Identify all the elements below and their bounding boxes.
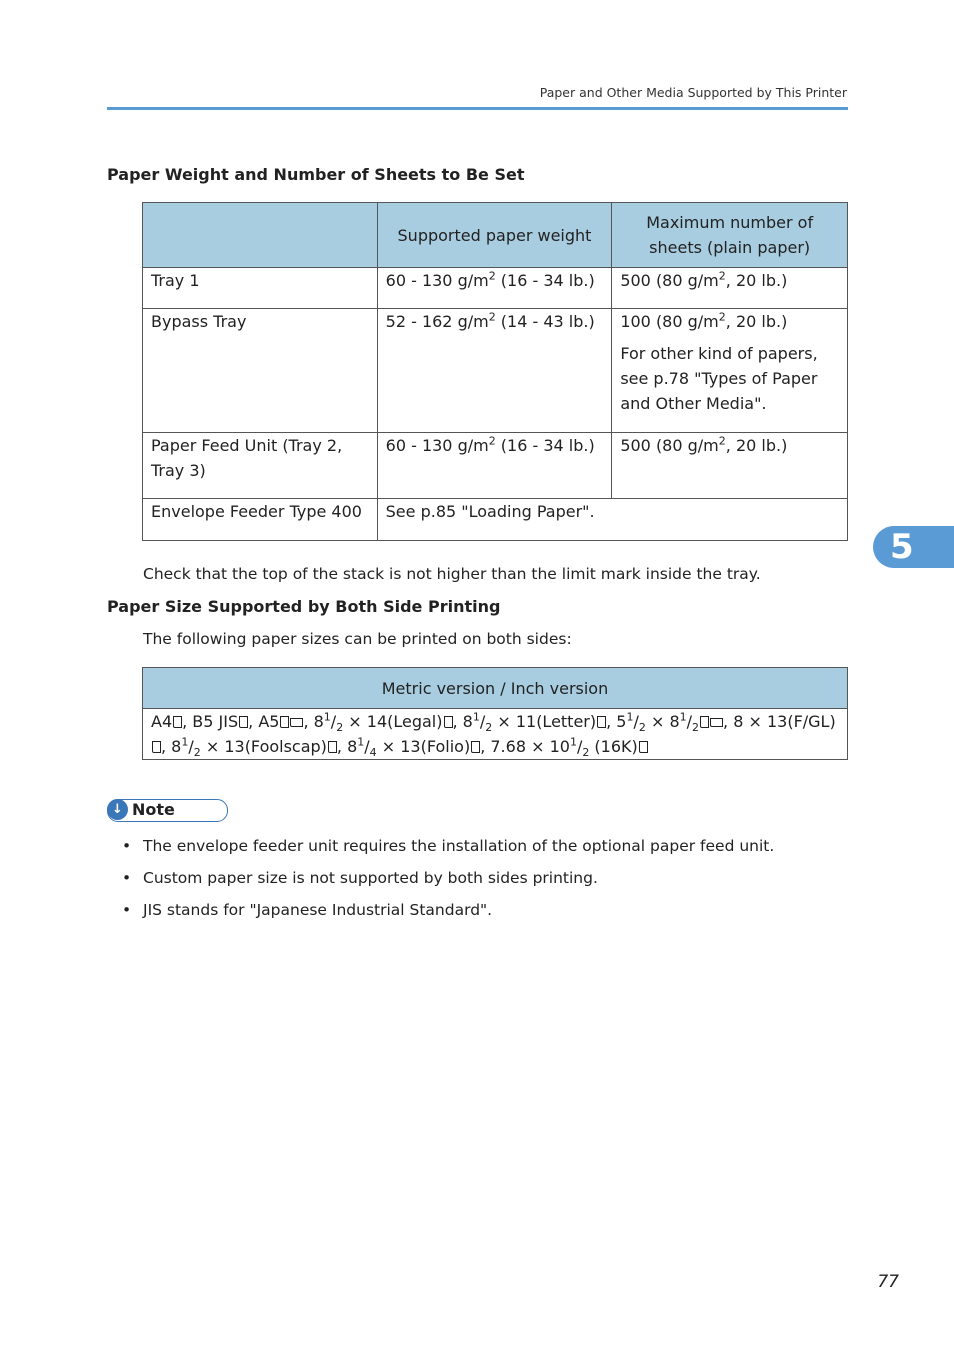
stack-limit-text: Check that the top of the stack is not higher than the limit mark inside the tray. (143, 565, 761, 583)
cell-weight: 60 - 130 $g/m^2$ (16 - 34 lb.) (377, 433, 612, 499)
header-cell-blank (143, 203, 378, 268)
list-item: • JIS stands for "Japanese Industrial Standard". (120, 898, 774, 930)
cell-weight: 52 - 162 $g/m^2$ (14 - 43 lb.) (377, 309, 612, 433)
table-header-row (143, 668, 848, 709)
cell-weight: 60 - 130 $g/m^2$ (16 - 34 lb.) (377, 268, 612, 309)
cell-merged: See p.85 "Loading Paper". (377, 499, 847, 541)
paper-weight-table (142, 202, 848, 541)
portrait-paper-icon (239, 716, 248, 728)
cell-source: Paper Feed Unit (Tray 2, Tray 3) (143, 433, 378, 499)
landscape-paper-icon (710, 718, 723, 727)
portrait-paper-icon (444, 716, 453, 728)
header-cell-weight: Supported paper weight (377, 203, 612, 268)
table-row (143, 709, 848, 760)
note-badge (107, 799, 228, 822)
cell-paper-sizes: A4 , B5 JIS , A5 , $8^1/_2$ × 14(Legal) , $8^1/_2$ × 11(Letter) , $5^1/_2 \times 8^1/_2$ , 8 × 13(F/GL), $8^1/_2$ × 13(Foolscap) , $8^1/_4$ × 13(Folio) , $7.68 \times 10^1/_2$ (16K) (143, 709, 848, 760)
table-row (143, 499, 848, 541)
cell-source: Envelope Feeder Type 400 (143, 499, 378, 541)
page-number: 77 (877, 1272, 899, 1292)
cell-source: Tray 1 (143, 268, 378, 309)
table-row (143, 309, 848, 433)
chapter-tab (873, 526, 954, 568)
section-heading-duplex-sizes: Paper Size Supported by Both Side Printing (107, 597, 501, 616)
cell-max-note: For other kind of papers, see p.78 "Types of Paper and Other Media". (620, 344, 818, 413)
cell-max (612, 309, 848, 433)
table-row (143, 268, 848, 309)
header-cell-version: Metric version / Inch version (143, 668, 848, 709)
portrait-paper-icon (173, 716, 182, 728)
portrait-paper-icon (152, 741, 161, 753)
duplex-intro-text: The following paper sizes can be printed on both sides: (143, 630, 572, 648)
portrait-paper-icon (639, 741, 648, 753)
list-item: • Custom paper size is not supported by both sides printing. (120, 866, 774, 898)
table-header-row (143, 203, 848, 268)
cell-max-value: 100 (80 $g/m^2$, 20 lb.) (620, 310, 788, 331)
note-label: Note (132, 800, 175, 819)
duplex-size-table (142, 667, 848, 760)
portrait-paper-icon (700, 716, 709, 728)
portrait-paper-icon (328, 741, 337, 753)
cell-max: 500 (80 $g/m^2$, 20 lb.) (612, 433, 848, 499)
chapter-number: 5 (890, 527, 914, 567)
header-rule (107, 107, 848, 110)
landscape-paper-icon (290, 718, 303, 727)
portrait-paper-icon (597, 716, 606, 728)
cell-source: Bypass Tray (143, 309, 378, 433)
down-arrow-icon: ↓ (107, 799, 128, 820)
table-row (143, 433, 848, 499)
running-header: Paper and Other Media Supported by This Printer (539, 85, 847, 100)
note-list (120, 834, 774, 930)
cell-max: 500 (80 $g/m^2$, 20 lb.) (612, 268, 848, 309)
list-item: • The envelope feeder unit requires the installation of the optional paper feed unit. (120, 834, 774, 866)
header-cell-max-sheets: Maximum number of sheets (plain paper) (612, 203, 848, 268)
section-heading-paper-weight: Paper Weight and Number of Sheets to Be Set (107, 165, 525, 184)
portrait-paper-icon (280, 716, 289, 728)
portrait-paper-icon (471, 741, 480, 753)
